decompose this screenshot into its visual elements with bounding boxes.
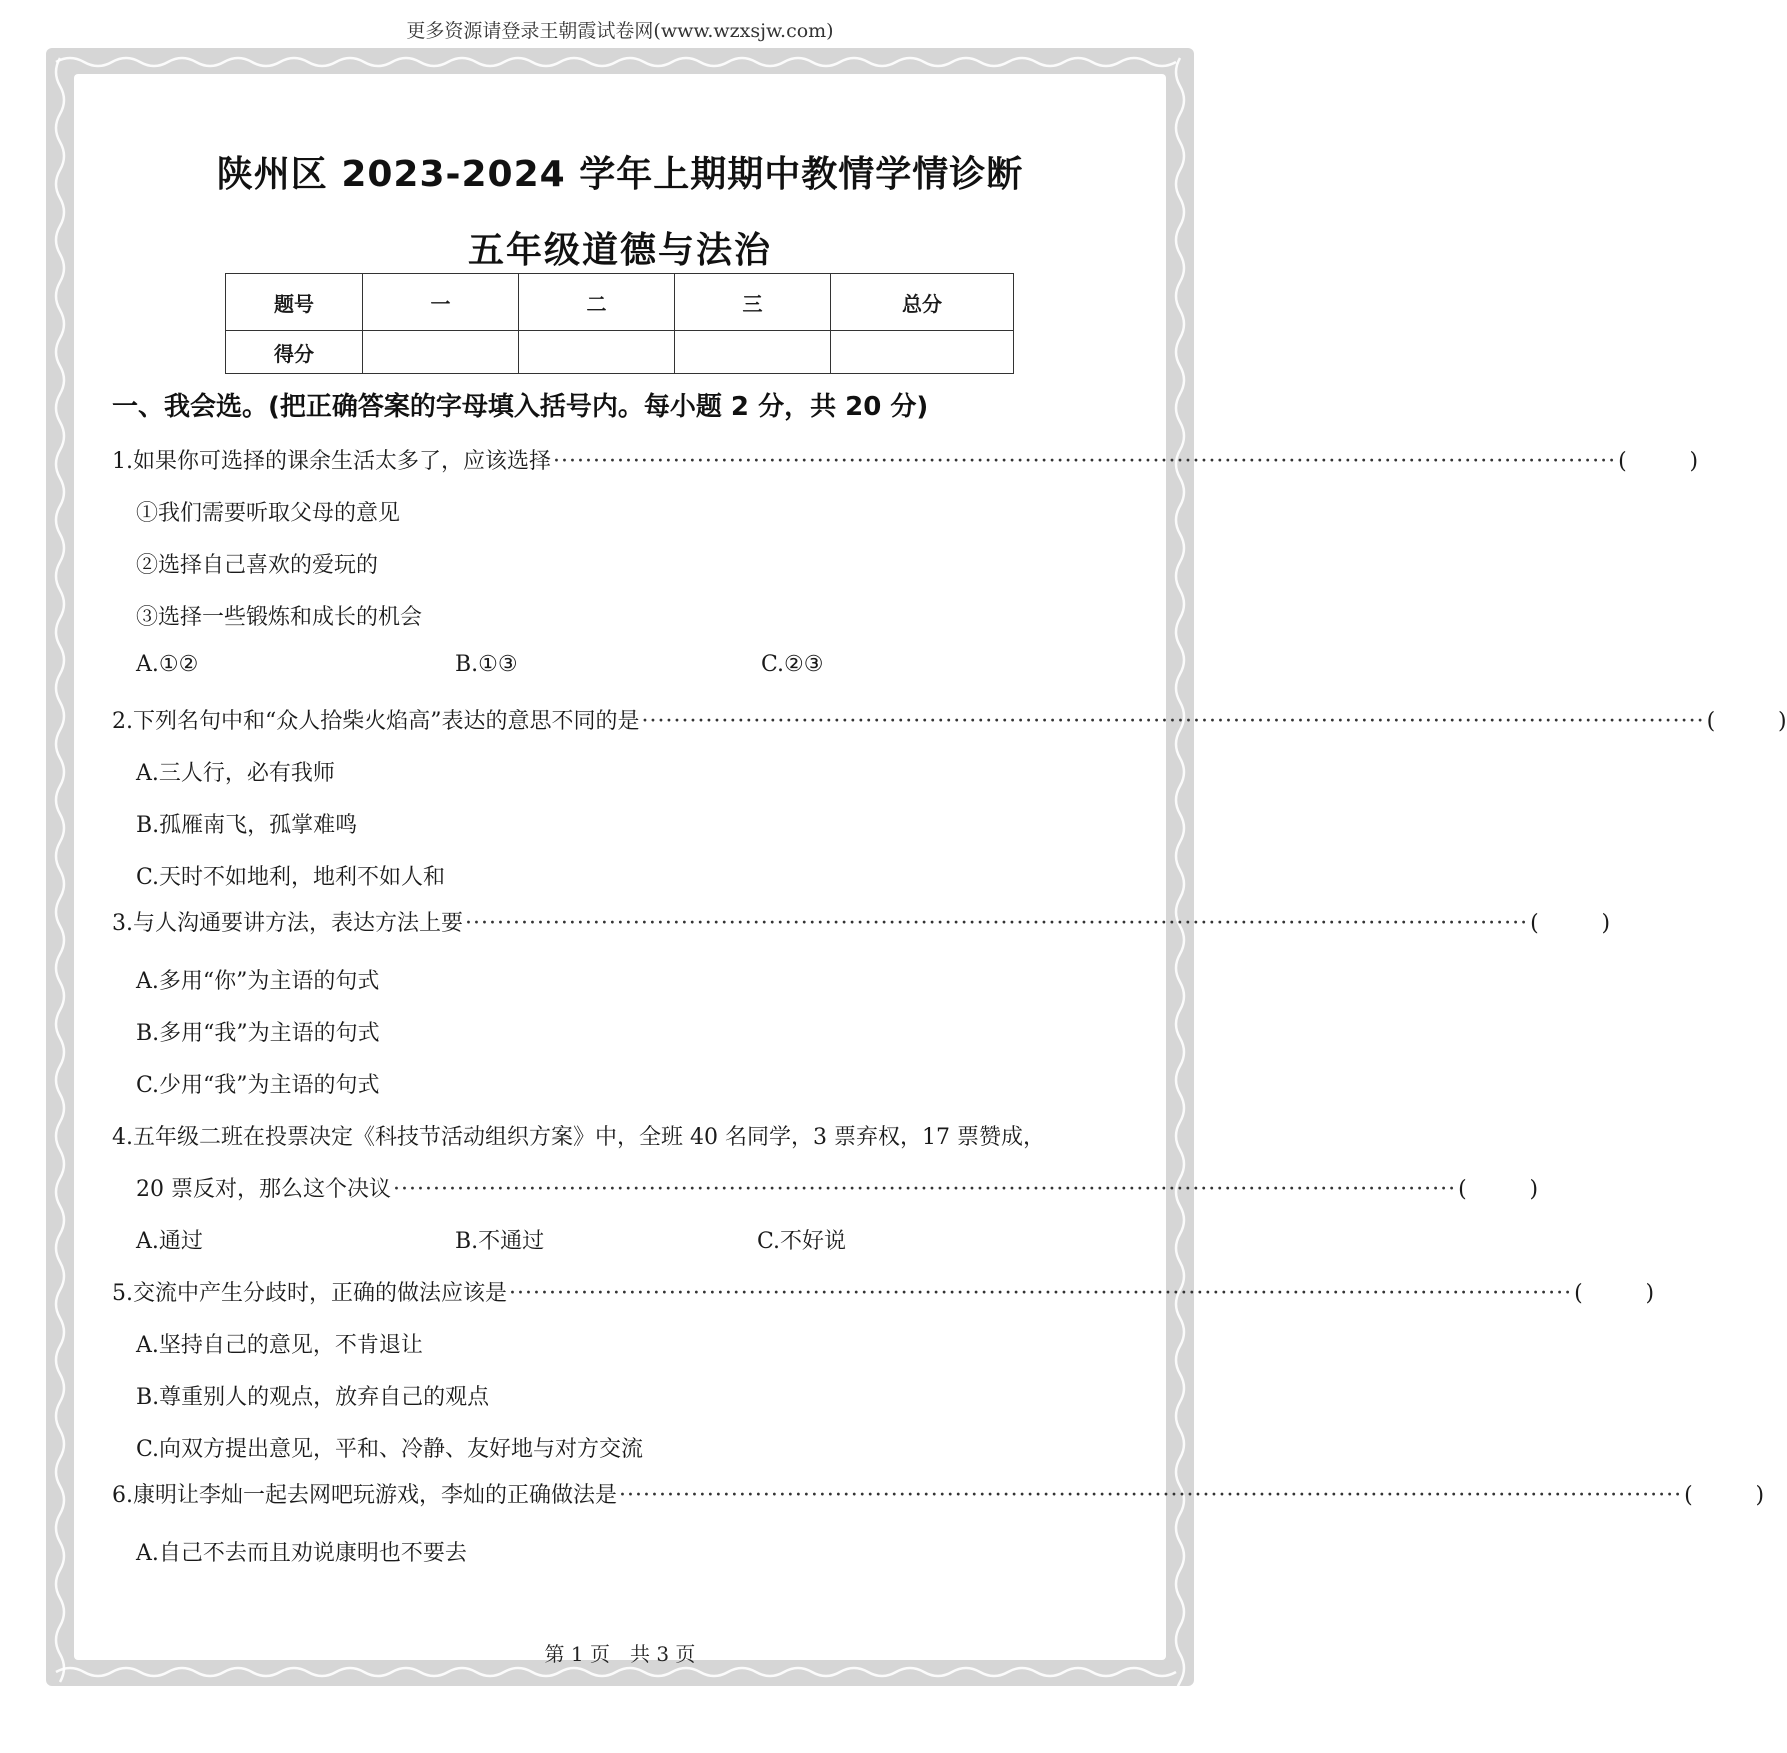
question-text: 6.康明让李灿一起去网吧玩游戏，李灿的正确做法是 [112, 1483, 617, 1508]
option-item: C.少用“我”为主语的句式 [136, 1073, 380, 1098]
leader-dots: ····································································································································· [465, 911, 1529, 936]
score-table [225, 273, 1014, 374]
question-stem [112, 906, 1611, 937]
leader-dots: ····································································································································· [553, 449, 1617, 474]
option-item: B.①③ [455, 652, 518, 677]
answer-bracket[interactable]: ( ) [1706, 709, 1787, 734]
answer-bracket[interactable]: ( ) [1618, 449, 1699, 474]
statement-item: ③选择一些锻炼和成长的机会 [136, 605, 423, 630]
section-heading: 一、我会选。(把正确答案的字母填入括号内。每小题 2 分，共 20 分) [112, 392, 929, 422]
score-cell[interactable] [675, 331, 831, 374]
question-stem [112, 1478, 1765, 1509]
question-text: 5.交流中产生分歧时，正确的做法应该是 [112, 1281, 507, 1306]
page-number: 第 1 页 共 3 页 [544, 1642, 696, 1666]
question-stem [136, 1172, 1539, 1203]
question-stem [112, 1276, 1655, 1307]
option-item: A.多用“你”为主语的句式 [136, 969, 380, 994]
score-header-cell: 一 [363, 274, 519, 331]
source-banner: 更多资源请登录王朝霞试卷网(www.wzxsjw.com) [406, 20, 834, 42]
score-cell[interactable] [831, 331, 1014, 374]
question-stem [112, 444, 1699, 475]
answer-bracket[interactable]: ( ) [1574, 1281, 1655, 1306]
exam-subject: 五年级道德与法治 [467, 230, 772, 271]
score-cell[interactable] [363, 331, 519, 374]
score-row-label: 得分 [226, 331, 363, 374]
option-item: A.①② [136, 652, 199, 677]
question-text: 20 票反对，那么这个决议 [136, 1177, 391, 1202]
question-text: 1.如果你可选择的课余生活太多了，应该选择 [112, 449, 551, 474]
score-header-cell: 总分 [831, 274, 1014, 331]
option-item: A.三人行，必有我师 [136, 761, 335, 786]
option-item: C.②③ [761, 652, 824, 677]
option-item: B.多用“我”为主语的句式 [136, 1021, 380, 1046]
statement-item: ①我们需要听取父母的意见 [136, 501, 401, 526]
answer-bracket[interactable]: ( ) [1684, 1483, 1765, 1508]
option-item: B.尊重别人的观点，放弃自己的观点 [136, 1385, 490, 1410]
leader-dots: ····································································································································· [641, 709, 1705, 734]
question-text: 2.下列名句中和“众人拾柴火焰高”表达的意思不同的是 [112, 709, 640, 734]
option-item: B.不通过 [455, 1229, 545, 1254]
option-item: C.向双方提出意见，平和、冷静、友好地与对方交流 [136, 1437, 644, 1462]
option-item: A.坚持自己的意见，不肯退让 [136, 1333, 423, 1358]
answer-bracket[interactable]: ( ) [1458, 1177, 1539, 1202]
score-header-cell: 题号 [226, 274, 363, 331]
exam-title: 陕州区 2023-2024 学年上期期中教情学情诊断 [216, 154, 1024, 195]
score-header-cell: 三 [675, 274, 831, 331]
option-item: B.孤雁南飞，孤掌难鸣 [136, 813, 358, 838]
option-item: A.通过 [136, 1229, 203, 1254]
answer-bracket[interactable]: ( ) [1530, 911, 1611, 936]
leader-dots: ····································································································································· [393, 1177, 1457, 1202]
option-item: C.天时不如地利，地利不如人和 [136, 865, 446, 890]
option-item: A.自己不去而且劝说康明也不要去 [136, 1541, 467, 1566]
question-stem [112, 704, 1787, 735]
leader-dots: ····································································································································· [619, 1483, 1683, 1508]
question-text: 3.与人沟通要讲方法，表达方法上要 [112, 911, 463, 936]
option-item: C.不好说 [757, 1229, 847, 1254]
question-text: 4.五年级二班在投票决定《科技节活动组织方案》中，全班 40 名同学，3 票弃权，17 票赞成， [112, 1125, 1045, 1150]
score-cell[interactable] [519, 331, 675, 374]
statement-item: ②选择自己喜欢的爱玩的 [136, 553, 379, 578]
score-header-cell: 二 [519, 274, 675, 331]
leader-dots: ····································································································································· [509, 1281, 1573, 1306]
